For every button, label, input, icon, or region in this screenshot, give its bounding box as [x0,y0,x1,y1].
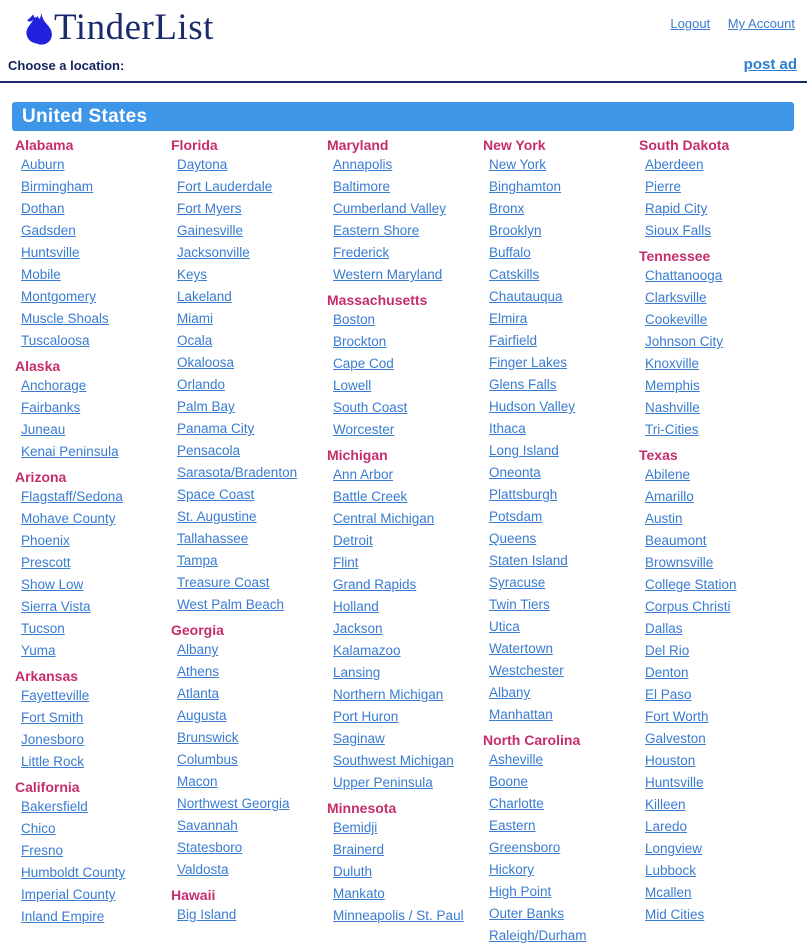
city-link[interactable]: Eastern [489,818,536,833]
city-link[interactable]: Holland [333,599,379,614]
city-link[interactable]: Potsdam [489,509,543,524]
city-link[interactable]: Birmingham [21,179,94,194]
city-link[interactable]: Sioux Falls [645,223,712,238]
city-link[interactable]: Gadsden [21,223,76,238]
city-link[interactable]: Phoenix [21,533,70,548]
city-link[interactable]: Sarasota/Bradenton [177,465,298,480]
city-link[interactable]: Brainerd [333,842,385,857]
city-link[interactable]: Houston [645,753,696,768]
city-link[interactable]: Treasure Coast [177,575,270,590]
city-link[interactable]: Plattsburgh [489,487,558,502]
country-banner-title: United States [22,105,148,127]
city-link[interactable]: Westchester [489,663,564,678]
city-link[interactable]: Montgomery [21,289,97,304]
city-link[interactable]: Austin [645,511,683,526]
city-link[interactable]: Mankato [333,886,385,901]
city-link[interactable]: Fort Myers [177,201,242,216]
city-link[interactable]: Chattanooga [645,268,723,283]
city-link[interactable]: West Palm Beach [177,597,285,612]
city-link[interactable]: Corpus Christi [645,599,731,614]
city-link[interactable]: Tucson [21,621,65,636]
state-heading: Arkansas [15,668,79,684]
city-link[interactable]: Lowell [333,378,372,393]
city-link[interactable]: Huntsville [645,775,704,790]
column [639,138,795,946]
city-link[interactable]: Macon [177,774,218,789]
state-group [171,888,321,922]
city-link[interactable]: Long Island [489,443,559,458]
city-link[interactable]: Fort Worth [645,709,709,724]
city-link[interactable]: Flint [333,555,359,570]
city-link[interactable]: Atlanta [177,686,220,701]
city-link[interactable]: Denton [645,665,689,680]
city-link[interactable]: Manhattan [489,707,553,722]
city-link[interactable]: Clarksville [645,290,707,305]
city-link[interactable]: Western Maryland [333,267,443,282]
column [483,138,639,946]
city-link[interactable]: Northern Michigan [333,687,444,702]
city-link[interactable]: Brockton [333,334,387,349]
subheader [0,54,807,83]
city-link[interactable]: Anchorage [21,378,87,393]
state-heading: Hawaii [171,887,216,903]
state-group [639,249,789,437]
city-link[interactable]: Little Rock [21,754,85,769]
city-link[interactable]: Mobile [21,267,61,282]
city-link[interactable]: Minneapolis / St. Paul [333,908,464,923]
city-link[interactable]: Lansing [333,665,381,680]
city-link[interactable]: Tri-Cities [645,422,699,437]
state-heading: Texas [639,447,678,463]
city-link[interactable]: Frederick [333,245,390,260]
city-link[interactable]: Queens [489,531,537,546]
city-link[interactable]: Buffalo [489,245,531,260]
city-link[interactable]: Albany [177,642,219,657]
city-link[interactable]: Johnson City [645,334,724,349]
city-link[interactable]: Ocala [177,333,213,348]
city-link[interactable]: Humboldt County [21,865,126,880]
logo[interactable] [26,6,214,49]
city-link[interactable]: Augusta [177,708,227,723]
city-link[interactable]: Hudson Valley [489,399,576,414]
city-link[interactable]: Dothan [21,201,65,216]
city-link[interactable]: Yuma [21,643,56,658]
state-heading: Alaska [15,358,61,374]
state-group [327,138,477,282]
city-link[interactable]: Space Coast [177,487,255,502]
city-link[interactable]: Fairfield [489,333,538,348]
city-link[interactable]: Palm Bay [177,399,235,414]
city-link[interactable]: Panama City [177,421,255,436]
city-link[interactable]: Mid Cities [645,907,705,922]
city-link[interactable]: New York [489,157,547,172]
state-group [327,448,477,790]
city-link[interactable]: Auburn [21,157,65,172]
city-link[interactable]: Watertown [489,641,554,656]
city-link[interactable]: Fairbanks [21,400,81,415]
state-group [327,801,477,923]
city-link[interactable]: Battle Creek [333,489,408,504]
city-link[interactable]: Outer Banks [489,906,565,921]
city-link[interactable]: Orlando [177,377,226,392]
my-account-link[interactable]: My Account [727,16,795,31]
city-link[interactable]: Bakersfield [21,799,88,814]
column [171,138,327,946]
state-heading: Georgia [171,622,224,638]
city-link[interactable]: Eastern Shore [333,223,420,238]
city-link[interactable]: Glens Falls [489,377,557,392]
state-heading: Massachusetts [327,292,428,308]
city-link[interactable]: Twin Tiers [489,597,550,612]
city-link[interactable]: Duluth [333,864,373,879]
city-link[interactable]: Memphis [645,378,700,393]
city-link[interactable]: Galveston [645,731,706,746]
state-heading: New York [483,137,546,153]
city-link[interactable]: Utica [489,619,520,634]
city-link[interactable]: Jacksonville [177,245,250,260]
city-link[interactable]: Pensacola [177,443,241,458]
city-link[interactable]: El Paso [645,687,692,702]
city-link[interactable]: Greensboro [489,840,561,855]
state-group [171,623,321,877]
state-heading: Michigan [327,447,388,463]
city-link[interactable]: Columbus [177,752,238,767]
city-link[interactable]: Savannah [177,818,238,833]
city-link[interactable]: Ithaca [489,421,526,436]
city-link[interactable]: Raleigh/Durham [489,928,587,943]
city-link[interactable]: Annapolis [333,157,393,172]
city-link[interactable]: Upper Peninsula [333,775,433,790]
city-link[interactable]: Worcester [333,422,395,437]
state-group [483,138,633,722]
city-link[interactable]: Asheville [489,752,544,767]
city-link[interactable]: Mcallen [645,885,692,900]
city-link[interactable]: Southwest Michigan [333,753,454,768]
city-link[interactable]: Mohave County [21,511,116,526]
city-link[interactable]: Staten Island [489,553,568,568]
city-link[interactable]: Cumberland Valley [333,201,447,216]
city-link[interactable]: Beaumont [645,533,707,548]
city-link[interactable]: Okaloosa [177,355,235,370]
city-link[interactable]: Binghamton [489,179,562,194]
city-link[interactable]: Miami [177,311,213,326]
city-link[interactable]: Aberdeen [645,157,704,172]
city-link[interactable]: Albany [489,685,531,700]
city-link[interactable]: Lubbock [645,863,697,878]
state-heading: Minnesota [327,800,397,816]
site-header [0,0,807,54]
state-heading: Maryland [327,137,389,153]
city-link[interactable]: Nashville [645,400,700,415]
city-link[interactable]: Laredo [645,819,688,834]
state-group [639,138,789,238]
flame-icon [26,12,53,48]
city-link[interactable]: Syracuse [489,575,546,590]
state-heading: Arizona [15,469,67,485]
city-link[interactable]: Port Huron [333,709,399,724]
city-link[interactable]: Inland Empire [21,909,105,924]
state-group [15,470,165,658]
city-link[interactable]: Show Low [21,577,84,592]
post-ad-link[interactable]: post ad [743,56,797,73]
city-link[interactable]: Bronx [489,201,525,216]
city-link[interactable]: Amarillo [645,489,694,504]
state-heading: South Dakota [639,137,730,153]
city-link[interactable]: Chico [21,821,56,836]
city-link[interactable]: Tampa [177,553,218,568]
city-link[interactable]: Jackson [333,621,383,636]
city-link[interactable]: Tuscaloosa [21,333,90,348]
state-heading: Tennessee [639,248,711,264]
city-link[interactable]: Chautauqua [489,289,563,304]
city-link[interactable]: South Coast [333,400,408,415]
city-link[interactable]: Knoxville [645,356,700,371]
state-group [15,780,165,924]
city-link[interactable]: Bemidji [333,820,378,835]
city-link[interactable]: Rapid City [645,201,708,216]
country-banner [12,102,794,131]
city-link[interactable]: Boston [333,312,376,327]
city-link[interactable]: Sierra Vista [21,599,91,614]
city-link[interactable]: Dallas [645,621,683,636]
city-link[interactable]: Juneau [21,422,66,437]
city-link[interactable]: Catskills [489,267,540,282]
state-group [639,448,789,922]
city-link[interactable]: Muscle Shoals [21,311,109,326]
city-link[interactable]: Finger Lakes [489,355,568,370]
city-link[interactable]: Grand Rapids [333,577,417,592]
column [15,138,171,946]
city-link[interactable]: Big Island [177,907,237,922]
city-link[interactable]: Athens [177,664,220,679]
logout-link[interactable]: Logout [670,16,711,31]
city-link[interactable]: Fresno [21,843,64,858]
logo-text: TinderList [54,7,214,48]
choose-location-label: Choose a location: [8,58,125,73]
city-link[interactable]: Longview [645,841,703,856]
city-link[interactable]: Fort Lauderdale [177,179,273,194]
state-group [483,733,633,943]
city-link[interactable]: Oneonta [489,465,541,480]
state-group [15,359,165,459]
city-link[interactable]: Elmira [489,311,528,326]
city-link[interactable]: Cape Cod [333,356,394,371]
city-link[interactable]: Hickory [489,862,535,877]
city-link[interactable]: Abilene [645,467,691,482]
city-link[interactable]: Kalamazoo [333,643,401,658]
city-link[interactable]: Gainesville [177,223,244,238]
city-link[interactable]: Kenai Peninsula [21,444,119,459]
state-group [327,293,477,437]
city-link[interactable]: Valdosta [177,862,229,877]
column [327,138,483,946]
state-heading: Alabama [15,137,74,153]
city-link[interactable]: Killeen [645,797,686,812]
city-link[interactable]: Brooklyn [489,223,542,238]
city-link[interactable]: Fayetteville [21,688,90,703]
account-nav [656,16,795,31]
city-link[interactable]: Prescott [21,555,71,570]
state-group [15,669,165,769]
city-link[interactable]: Northwest Georgia [177,796,290,811]
city-link[interactable]: Charlotte [489,796,544,811]
state-group [171,138,321,612]
location-columns [0,131,807,946]
city-link[interactable]: Cookeville [645,312,708,327]
state-heading: California [15,779,80,795]
city-link[interactable]: Boone [489,774,529,789]
city-link[interactable]: Tallahassee [177,531,249,546]
state-heading: North Carolina [483,732,581,748]
city-link[interactable]: Brunswick [177,730,239,745]
city-link[interactable]: St. Augustine [177,509,257,524]
city-link[interactable]: High Point [489,884,552,899]
city-link[interactable]: Jonesboro [21,732,85,747]
city-link[interactable]: Huntsville [21,245,80,260]
city-link[interactable]: Lakeland [177,289,232,304]
city-link[interactable]: Keys [177,267,208,282]
city-link[interactable]: Pierre [645,179,682,194]
city-link[interactable]: Flagstaff/Sedona [21,489,123,504]
state-group [15,138,165,348]
city-link[interactable]: Saginaw [333,731,385,746]
city-link[interactable]: Detroit [333,533,373,548]
city-link[interactable]: Fort Smith [21,710,84,725]
city-link[interactable]: Statesboro [177,840,243,855]
city-link[interactable]: Imperial County [21,887,116,902]
city-link[interactable]: Baltimore [333,179,391,194]
city-link[interactable]: Ann Arbor [333,467,394,482]
city-link[interactable]: Central Michigan [333,511,435,526]
city-link[interactable]: College Station [645,577,737,592]
state-heading: Florida [171,137,218,153]
city-link[interactable]: Del Rio [645,643,690,658]
city-link[interactable]: Brownsville [645,555,714,570]
city-link[interactable]: Daytona [177,157,228,172]
